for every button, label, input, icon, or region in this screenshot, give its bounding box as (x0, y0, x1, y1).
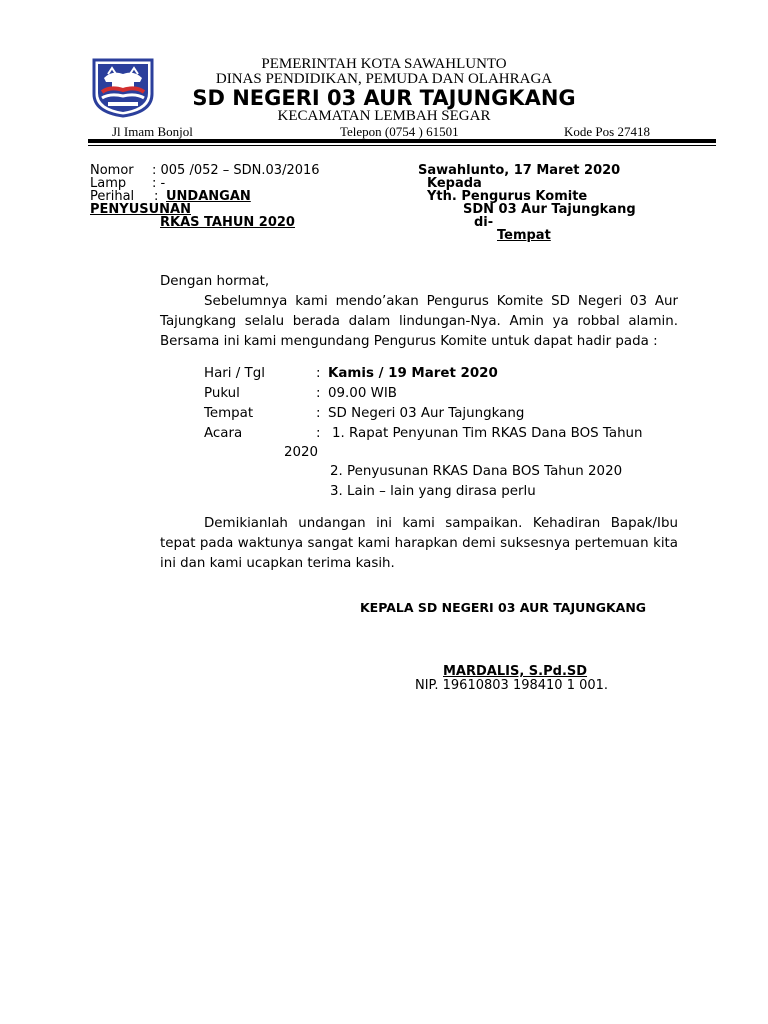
acara-item-2: 2. Penyusunan RKAS Dana BOS Tahun 2020 (330, 464, 623, 479)
paragraph-opening: Sebelumnya kami mendo’akan Pengurus Komite SD Negeri 03 Aur Tajungkang selalu berada dalam lindungan-Nya. Amin ya robbal alamin. Bersama ini kami mengundang Pengurus Komite untuk dapat hadir pada : (160, 294, 678, 349)
detail-tempat-value: SD Negeri 03 Aur Tajungkang (328, 406, 525, 421)
letterhead-divider-thick (88, 139, 716, 143)
letterhead-divider-thin (88, 145, 716, 146)
detail-hari-colon: : (316, 366, 321, 381)
recipient-yth: Yth. Pengurus Komite (427, 189, 588, 204)
nomor-value: : 005 /052 – SDN.03/2016 (152, 163, 320, 178)
acara-item-1-continued: 2020 (284, 445, 319, 460)
detail-pukul-label: Pukul (204, 386, 240, 401)
signatory-title: KEPALA SD NEGERI 03 AUR TAJUNGKANG (360, 600, 647, 615)
acara-item-3: 3. Lain – lain yang dirasa perlu (330, 484, 536, 499)
letterhead-address: Jl Imam Bonjol (112, 124, 193, 139)
letterhead-phone: Telepon (0754 ) 61501 (340, 124, 459, 139)
lamp-value: : - (152, 176, 166, 191)
letterhead-department: DINAS PENDIDIKAN, PEMUDA DAN OLAHRAGA (215, 71, 553, 87)
perihal-colon: : (154, 189, 159, 204)
detail-pukul-value: 09.00 WIB (328, 386, 397, 401)
greeting: Dengan hormat, (160, 274, 270, 289)
place-date: Sawahlunto, 17 Maret 2020 (418, 163, 621, 178)
acara-item-1: 1. Rapat Penyunan Tim RKAS Dana BOS Tahun (332, 426, 643, 441)
signatory-name: MARDALIS, S.Pd.SD (443, 664, 588, 679)
perihal-value-line3: RKAS TAHUN 2020 (160, 215, 295, 230)
letterhead-district: KECAMATAN LEMBAH SEGAR (277, 108, 491, 124)
detail-hari-label: Hari / Tgl (204, 366, 265, 381)
recipient-tempat: Tempat (497, 228, 551, 243)
letterhead-government: PEMERINTAH KOTA SAWAHLUNTO (261, 56, 507, 72)
recipient-di: di- (474, 215, 494, 230)
detail-pukul-colon: : (316, 386, 321, 401)
letterhead-postal-code: Kode Pos 27418 (564, 124, 650, 139)
nomor-label: Nomor (90, 163, 134, 178)
lamp-label: Lamp (90, 176, 127, 191)
detail-tempat-label: Tempat (204, 406, 254, 421)
letterhead-school-name: SD NEGERI 03 AUR TAJUNGKANG (192, 86, 576, 110)
detail-acara-colon: : (316, 426, 321, 441)
perihal-value-line2: PENYUSUNAN (90, 202, 191, 217)
detail-acara-label: Acara (204, 426, 243, 441)
perihal-value-line1: UNDANGAN (166, 189, 251, 204)
signatory-nip: NIP. 19610803 198410 1 001. (415, 678, 609, 693)
detail-hari-value: Kamis / 19 Maret 2020 (328, 366, 498, 381)
paragraph-closing: Demikianlah undangan ini kami sampaikan. Kehadiran Bapak/Ibu tepat pada waktunya sangat kami harapkan demi suksesnya pertemuan kita ini dan kami ucapkan terima kasih. (160, 516, 678, 571)
perihal-label: Perihal (90, 189, 135, 204)
recipient-school: SDN 03 Aur Tajungkang (463, 202, 636, 217)
detail-tempat-colon: : (316, 406, 321, 421)
recipient-kepada: Kepada (427, 176, 482, 191)
